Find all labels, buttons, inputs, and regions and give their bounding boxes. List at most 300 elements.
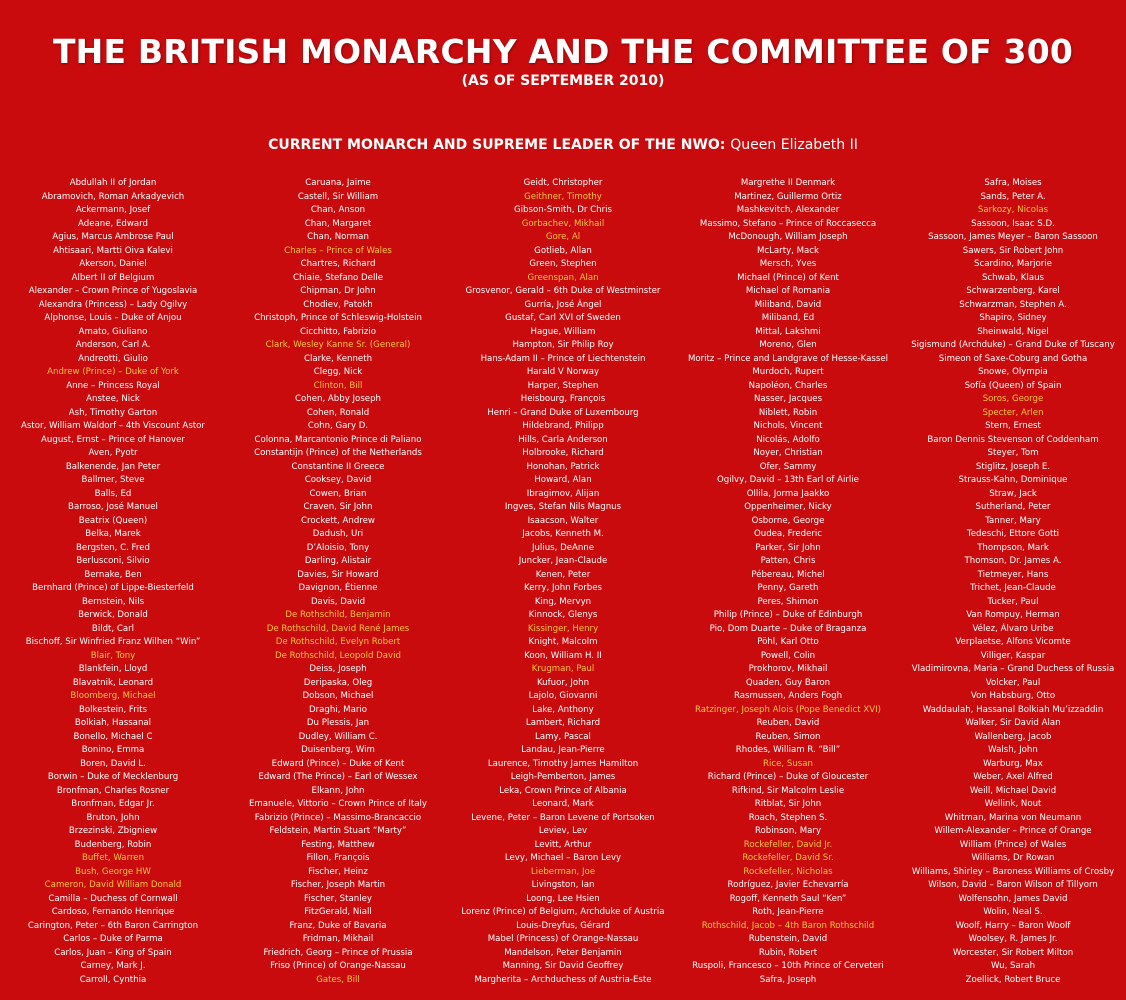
name-entry: Emanuele, Vittorio – Crown Prince of Italy — [248, 799, 427, 809]
name-entry: Napoléon, Charles — [748, 380, 828, 391]
name-entry: Nicolás, Adolfo — [756, 434, 820, 445]
name-entry: Kenen, Peter — [535, 569, 591, 580]
name-entry: Harper, Stephen — [527, 380, 599, 391]
name-entry: Anstee, Nick — [86, 394, 140, 404]
name-entry: Davignon, Étienne — [298, 583, 378, 593]
name-entry: Ballmer, Steve — [81, 475, 145, 485]
name-entry: Waddaulah, Hassanal Bolkiah Mu’izzaddin — [922, 704, 1104, 715]
name-entry: Clinton, Bill — [313, 380, 363, 391]
name-entry: Carlos, Juan – King of Spain — [54, 947, 172, 958]
name-entry: Leviev, Lev — [538, 826, 588, 836]
name-entry: Barroso, José Manuel — [68, 502, 158, 512]
name-entry: Bloomberg, Michael — [70, 691, 156, 701]
name-entry: Cohen, Abby Joseph — [295, 394, 381, 404]
name-entry: Patten, Chris — [760, 556, 816, 566]
name-entry: Charles – Prince of Wales — [284, 245, 392, 256]
name-entry: Louis-Dreyfus, Gérard — [516, 920, 610, 931]
name-entry: Buffet, Warren — [81, 853, 145, 863]
name-entry: Clarke, Kenneth — [303, 353, 373, 364]
name-entry: Tanner, Mary — [985, 515, 1041, 526]
name-entry: Sarkozy, Nicolas — [977, 205, 1049, 215]
name-entry: Miliband, Ed — [761, 313, 815, 323]
name-entry: Belka, Marek — [85, 529, 141, 539]
name-entry: Jacobs, Kenneth M. — [522, 529, 604, 539]
name-entry: Stern, Ernest — [985, 421, 1041, 431]
name-entry: Bernhard (Prince) of Lippe-Biesterfeld — [32, 583, 194, 593]
name-entry: Davis, David — [310, 596, 366, 607]
name-entry: Harald V Norway — [526, 367, 600, 377]
name-entry: Wolin, Neal S. — [983, 907, 1043, 917]
name-entry: Martinez, Guillermo Ortiz — [734, 191, 842, 202]
name-entry: Bischoff, Sir Winfried Franz Wilhen “Win” — [25, 637, 201, 647]
name-entry: Bolkestein, Frits — [78, 704, 147, 715]
monarch-label: CURRENT MONARCH AND SUPREME LEADER OF THE NWO: — [268, 137, 726, 153]
name-entry: Weber, Axel Alfred — [973, 772, 1053, 782]
name-entry: Ritblat, Sir John — [754, 799, 822, 809]
name-entry: Anderson, Carl A. — [75, 340, 151, 350]
name-entry: Davies, Sir Howard — [297, 569, 379, 580]
name-entry: Cardoso, Fernando Henrique — [51, 907, 175, 917]
name-entry: Ogilvy, David – 13th Earl of Airlie — [717, 475, 859, 485]
name-entry: Woolf, Harry – Baron Woolf — [955, 920, 1071, 931]
name-entry: Boren, David L. — [80, 758, 146, 769]
name-entry: Clegg, Nick — [313, 367, 363, 377]
name-entry: Ackermann, Josef — [75, 205, 151, 215]
name-entry: Rice, Susan — [763, 758, 813, 769]
name-entry: Andrew (Prince) – Duke of York — [47, 367, 179, 377]
name-entry: Blankfein, Lloyd — [78, 664, 148, 674]
name-entry: Bolkiah, Hassanal — [74, 718, 152, 728]
name-entry: Carington, Peter – 6th Baron Carrington — [27, 920, 199, 931]
name-entry: Robinson, Mary — [754, 826, 822, 836]
name-entry: Berlusconi, Silvio — [76, 556, 150, 566]
name-entry: Cohn, Gary D. — [307, 421, 369, 431]
name-entry: Camilla – Duchess of Cornwall — [48, 893, 178, 904]
name-entry: Manning, Sir David Geoffrey — [502, 961, 624, 971]
name-entry: Bonino, Emma — [81, 745, 145, 755]
name-entry: Adeane, Edward — [78, 218, 148, 229]
name-entry: De Rothschild, Benjamin — [285, 610, 391, 620]
name-entry: Draghi, Mario — [308, 704, 368, 715]
name-entry: Moritz – Prince and Landgrave of Hesse-Kassel — [687, 353, 889, 364]
name-entry: Oppenheimer, Nicky — [744, 502, 832, 512]
name-entry: Laurence, Timothy James Hamilton — [487, 758, 639, 769]
name-entry: Simeon of Saxe-Coburg and Gotha — [938, 353, 1088, 364]
name-entry: Landau, Jean-Pierre — [521, 745, 605, 755]
name-entry: McLarty, Mack — [756, 245, 820, 256]
name-entry: Shapiro, Sidney — [979, 313, 1047, 323]
name-entry: Wallenberg, Jacob — [974, 731, 1052, 742]
name-entry: Cohen, Ronald — [306, 407, 370, 418]
name-entry: Safra, Joseph — [759, 974, 817, 985]
name-entry: Pöhl, Karl Otto — [757, 637, 819, 647]
name-entry: Bronfman, Charles Rosner — [56, 785, 170, 796]
name-entry: Steyer, Tom — [987, 448, 1039, 458]
name-entry: Du Plessis, Jan — [306, 718, 370, 728]
name-entry: Sofía (Queen) of Spain — [964, 380, 1062, 391]
monarch-name: Queen Elizabeth II — [730, 137, 858, 153]
name-entry: Lajolo, Giovanni — [528, 691, 598, 701]
name-entry: Rifkind, Sir Malcolm Leslie — [731, 785, 845, 796]
name-entry: Carroll, Cynthia — [79, 974, 147, 985]
name-entry: FitzGerald, Niall — [304, 907, 372, 917]
name-entry: Livingston, Ian — [531, 880, 595, 890]
name-entry: Margrethe II Denmark — [740, 178, 836, 188]
name-entry: Niblett, Robin — [758, 407, 818, 418]
name-entry: Julius, DeAnne — [531, 542, 595, 553]
name-entry: Rothschild, Jacob – 4th Baron Rothschild — [701, 920, 875, 931]
name-entry: Rockefeller, Nicholas — [743, 866, 833, 877]
name-entry: Nasser, Jacques — [753, 394, 823, 404]
name-entry: Krugman, Paul — [531, 664, 595, 674]
name-entry: Wellink, Nout — [984, 799, 1042, 809]
name-entry: Chartres, Richard — [300, 259, 376, 269]
name-entry: Isaacson, Walter — [527, 515, 599, 526]
name-entry: Albert II of Belgium — [71, 272, 155, 283]
name-entry: Loong, Lee Hsien — [526, 893, 600, 904]
name-entry: Powell, Colin — [760, 650, 816, 661]
name-entry: Peres, Shimon — [757, 596, 819, 607]
name-entry: Rodríguez, Javier Echevarría — [727, 880, 849, 890]
name-entry: Kerry, John Forbes — [523, 583, 603, 593]
name-entry: Chiaie, Stefano Delle — [292, 272, 384, 283]
name-entry: Wilson, David – Baron Wilson of Tillyorn — [928, 880, 1098, 890]
name-entry: Wolfensohn, James David — [958, 893, 1068, 904]
name-entry: Bildt, Carl — [91, 623, 135, 634]
name-entry: Gustaf, Carl XVI of Sweden — [505, 313, 621, 323]
name-entry: Fischer, Stanley — [304, 893, 372, 904]
name-entry: Edward (Prince) – Duke of Kent — [271, 758, 405, 769]
name-entry: Safra, Moises — [984, 178, 1042, 188]
name-entry: Chipman, Dr John — [300, 286, 376, 296]
name-entry: Friso (Prince) of Orange-Nassau — [270, 961, 406, 971]
name-entry: Alexander – Crown Prince of Yugoslavia — [28, 286, 198, 296]
name-entry: Specter, Arlen — [982, 407, 1044, 418]
name-entry: McDonough, William Joseph — [728, 232, 848, 242]
name-entry: Heisbourg, François — [520, 394, 606, 404]
name-entry: De Rothschild, David René James — [266, 623, 410, 634]
name-entry: Aven, Pyotr — [88, 448, 138, 458]
name-entry: Walker, Sir David Alan — [965, 718, 1061, 728]
name-entry: Deripaska, Oleg — [303, 677, 373, 688]
name-entry: Noyer, Christian — [753, 448, 823, 458]
name-entry: Abdullah II of Jordan — [69, 178, 157, 188]
name-entry: Warburg, Max — [983, 758, 1043, 769]
name-entry: Nichols, Vincent — [753, 421, 823, 431]
name-entry: Balls, Ed — [94, 488, 132, 499]
name-entry: Ahtisaari, Martti Oiva Kalevi — [53, 245, 173, 256]
name-entry: Knight, Malcolm — [528, 637, 598, 647]
name-entry: Geithner, Timothy — [524, 191, 602, 202]
name-entry: Cooksey, David — [304, 475, 372, 485]
name-entry: Lieberman, Joe — [530, 866, 596, 877]
name-entry: Chan, Norman — [307, 232, 369, 242]
name-entry: Leigh-Pemberton, James — [510, 772, 616, 782]
name-entry: Pébereau, Michel — [751, 569, 825, 580]
name-entry: Sheinwald, Nigel — [977, 326, 1049, 337]
name-entry: Abramovich, Roman Arkadyevich — [41, 191, 185, 202]
name-entry: Worcester, Sir Robert Milton — [952, 947, 1074, 958]
name-entry: Andreotti, Giulio — [78, 353, 148, 364]
name-entry: Cicchitto, Fabrizio — [299, 326, 377, 337]
name-entry: Bush, George HW — [75, 866, 151, 877]
name-entry: Franz, Duke of Bavaria — [289, 920, 387, 931]
name-entry: Strauss-Kahn, Dominique — [958, 475, 1068, 485]
name-entry: Straw, Jack — [989, 488, 1037, 499]
name-entry: Rockefeller, David Sr. — [742, 853, 834, 863]
name-entry: Friedrich, Georg – Prince of Prussia — [263, 947, 413, 958]
name-entry: Dadush, Uri — [312, 529, 364, 539]
name-entry: Ofer, Sammy — [759, 461, 817, 472]
name-entry: Reuben, David — [756, 718, 820, 728]
name-entry: Borwin – Duke of Mecklenburg — [47, 772, 179, 782]
name-entry: Philip (Prince) – Duke of Edinburgh — [713, 610, 863, 620]
name-entry: Weill, Michael David — [969, 785, 1057, 796]
name-entry: Sawers, Sir Robert John — [962, 245, 1064, 256]
name-entry: Rubenstein, David — [748, 934, 828, 944]
name-entry: Juncker, Jean-Claude — [518, 556, 608, 566]
name-entry: Geidt, Christopher — [523, 178, 603, 188]
name-entry: Rasmussen, Anders Fogh — [733, 691, 843, 701]
name-entry: Reuben, Simon — [755, 731, 821, 742]
name-entry: Lorenz (Prince) of Belgium, Archduke of Austria — [461, 907, 665, 917]
names-column-4 — [675, 177, 901, 987]
name-entry: Chan, Margaret — [304, 218, 372, 229]
name-entry: Murdoch, Rupert — [752, 367, 824, 377]
name-entry: Parker, Sir John — [755, 542, 821, 553]
name-entry: Deiss, Joseph — [309, 664, 367, 674]
name-entry: Sigismund (Archduke) – Grand Duke of Tuscany — [911, 340, 1115, 350]
name-entry: Levene, Peter – Baron Levene of Portsoken — [471, 812, 655, 823]
name-entry: Holbrooke, Richard — [522, 448, 604, 458]
name-entry: D’Aloisio, Tony — [306, 542, 370, 553]
name-entry: Anne – Princess Royal — [66, 380, 160, 391]
name-entry: Rubin, Robert — [758, 947, 818, 958]
name-entry: Thomson, Dr. James A. — [964, 556, 1062, 566]
name-entry: Hampton, Sir Philip Roy — [512, 340, 614, 350]
name-entry: Lake, Anthony — [532, 704, 594, 715]
name-entry: Stiglitz, Joseph E. — [975, 461, 1051, 472]
names-column-3 — [450, 177, 676, 987]
name-entry: Zoellick, Robert Bruce — [965, 974, 1061, 985]
name-entry: Leka, Crown Prince of Albania — [499, 785, 627, 796]
name-entry: Craven, Sir John — [303, 502, 373, 512]
name-entry: Trichet, Jean-Claude — [970, 583, 1056, 593]
name-entry: Bernake, Ben — [84, 569, 142, 580]
name-entry: Schwarzman, Stephen A. — [959, 299, 1067, 310]
name-entry: Bergsten, C. Fred — [76, 542, 150, 553]
name-entry: Soros, George — [982, 394, 1044, 404]
name-entry: Constantine II Greece — [291, 461, 385, 472]
name-entry: Sassoon, James Meyer – Baron Sassoon — [928, 232, 1098, 242]
name-entry: Ratzinger, Joseph Alois (Pope Benedict XVI) — [694, 704, 881, 715]
name-entry: Schwarzenberg, Karel — [966, 286, 1060, 296]
name-entry: Festing, Matthew — [301, 839, 375, 850]
name-entry: Howard, Alan — [534, 475, 592, 485]
name-entry: William (Prince) of Wales — [959, 839, 1067, 850]
name-entry: Schwab, Klaus — [981, 272, 1045, 283]
name-entry: Mabel (Princess) of Orange-Nassau — [487, 934, 639, 944]
name-entry: Van Rompuy, Herman — [966, 610, 1060, 620]
name-entry: Margherita – Archduchess of Austria-Este — [474, 974, 652, 985]
name-entry: Cowen, Brian — [309, 488, 367, 499]
name-entry: Baron Dennis Stevenson of Coddenham — [927, 434, 1099, 445]
name-entry: Gibson-Smith, Dr Chris — [513, 205, 612, 215]
name-entry: Gorbachev, Mikhail — [521, 218, 605, 229]
name-entry: Chodiev, Patokh — [303, 299, 373, 310]
name-entry: Roach, Stephen S. — [748, 812, 828, 823]
name-entry: De Rothschild, Evelyn Robert — [275, 637, 401, 647]
name-entry: Fabrizio (Prince) – Massimo-Brancaccio — [254, 812, 422, 823]
name-entry: Hans-Adam II – Prince of Liechtenstein — [480, 353, 646, 364]
name-entry: Ash, Timothy Garton — [68, 407, 158, 418]
name-entry: Levitt, Arthur — [534, 839, 592, 850]
name-entry: Amato, Giuliano — [78, 326, 148, 337]
name-entry: August, Ernst – Prince of Hanover — [41, 434, 185, 445]
name-entry: Alphonse, Louis – Duke of Anjou — [44, 313, 182, 323]
name-entry: Gore, Al — [545, 232, 581, 242]
name-entry: Rhodes, William R. “Bill” — [735, 745, 841, 755]
name-entry: Richard (Prince) – Duke of Gloucester — [707, 772, 869, 782]
name-entry: Rogoff, Kenneth Saul “Ken” — [729, 893, 847, 904]
name-entry: Rockefeller, David Jr. — [743, 839, 833, 850]
name-entry: Penny, Gareth — [757, 583, 819, 593]
name-entry: Agius, Marcus Ambrose Paul — [52, 232, 174, 242]
name-entry: Hague, William — [530, 326, 596, 337]
name-entry: Sutherland, Peter — [975, 502, 1051, 512]
name-entry: Willem-Alexander – Prince of Orange — [934, 826, 1092, 836]
name-entry: Blavatnik, Leonard — [72, 677, 154, 688]
name-entry: Sands, Peter A. — [980, 191, 1046, 202]
name-entry: Ollila, Jorma Jaakko — [746, 488, 830, 499]
name-entry: Fischer, Heinz — [308, 866, 368, 877]
name-entry: Grosvenor, Gerald – 6th Duke of Westminster — [465, 286, 661, 296]
name-entry: Gates, Bill — [316, 974, 360, 985]
name-entry: Miliband, David — [754, 299, 822, 310]
name-entry: Clark, Wesley Kanne Sr. (General) — [265, 340, 411, 350]
name-entry: Greenspan, Alan — [527, 272, 599, 283]
name-entry: Prokhorov, Mikhail — [748, 664, 828, 674]
name-entry: Hills, Carla Anderson — [518, 434, 608, 445]
name-entry: Vélez, Álvaro Uribe — [972, 623, 1054, 634]
name-entry: Blair, Tony — [90, 650, 136, 661]
name-entry: Fillon, François — [306, 853, 370, 863]
name-entry: Beatrix (Queen) — [78, 515, 148, 526]
name-entry: Bernstein, Nils — [81, 596, 145, 607]
name-entry: Carney, Mark J. — [80, 961, 146, 971]
name-entry: Honohan, Patrick — [526, 461, 600, 472]
name-entry: Dobson, Michael — [302, 691, 374, 701]
name-entry: Tucker, Paul — [987, 596, 1039, 607]
name-entry: Pio, Dom Duarte – Duke of Braganza — [709, 623, 867, 634]
name-entry: Mittal, Lakshmi — [755, 326, 821, 337]
name-entry: Bruton, John — [86, 812, 140, 823]
name-entry: Verplaetse, Alfons Vicomte — [955, 637, 1071, 647]
name-entry: Leonard, Mark — [532, 799, 594, 809]
name-entry: Darling, Alistair — [304, 556, 372, 566]
name-entry: Fridman, Mikhail — [302, 934, 374, 944]
name-entry: King, Mervyn — [534, 596, 592, 607]
name-entry: Caruana, Jaime — [305, 178, 371, 188]
name-entry: Feldstein, Martin Stuart “Marty” — [269, 826, 407, 836]
name-entry: Williams, Shirley – Baroness Williams of Crosby — [911, 866, 1115, 877]
name-entry: Berwick, Donald — [78, 610, 148, 620]
name-entry: Fischer, Joseph Martin — [290, 880, 386, 890]
name-entry: Williams, Dr Rowan — [971, 853, 1055, 863]
name-entry: Woolsey, R. James Jr. — [968, 934, 1058, 944]
name-entry: Mashkevitch, Alexander — [736, 205, 840, 215]
name-entry: Scardino, Marjorie — [974, 259, 1052, 269]
name-entry: Wu, Sarah — [990, 961, 1036, 971]
name-entry: Michael (Prince) of Kent — [737, 272, 839, 283]
name-entry: Dudley, William C. — [298, 731, 378, 742]
name-entry: Sassoon, Isaac S.D. — [971, 218, 1055, 229]
name-entry: Kissinger, Henry — [527, 623, 599, 634]
name-entry: Castell, Sir William — [297, 191, 379, 202]
monarch-line — [0, 136, 1126, 154]
name-entry: Von Habsburg, Otto — [970, 691, 1056, 701]
name-entry: Crockett, Andrew — [301, 515, 375, 526]
name-entry: Edward (The Prince) – Earl of Wessex — [258, 772, 418, 782]
name-entry: Gurría, José Ángel — [524, 299, 602, 310]
name-entry: Levy, Michael – Baron Levy — [504, 853, 622, 863]
name-entry: De Rothschild, Leopold David — [275, 650, 401, 661]
name-entry: Chan, Anson — [310, 205, 366, 215]
name-entry: Elkann, John — [311, 785, 365, 796]
name-entry: Alexandra (Princess) – Lady Ogilvy — [38, 299, 188, 310]
name-entry: Christoph, Prince of Schleswig-Holstein — [254, 313, 422, 323]
name-entry: Whitman, Marina von Neumann — [944, 812, 1082, 823]
page-subtitle: (AS OF SEPTEMBER 2010) — [461, 73, 665, 89]
name-entry: Ibragimov, Alijan — [526, 488, 600, 499]
name-entry: Lambert, Richard — [525, 718, 601, 728]
name-entry: Quaden, Guy Baron — [745, 677, 831, 688]
name-entry: Budenberg, Robin — [74, 839, 152, 850]
name-entry: Cameron, David William Donald — [44, 880, 182, 890]
name-entry: Walsh, John — [988, 745, 1038, 755]
name-entry: Carlos – Duke of Parma — [63, 934, 163, 944]
name-entry: Balkenende, Jan Peter — [65, 461, 161, 472]
name-entry: Astor, William Waldorf – 4th Viscount Astor — [21, 421, 205, 431]
names-column-5 — [900, 177, 1126, 987]
name-entry: Kufuor, John — [536, 677, 590, 688]
name-entry: Thompson, Mark — [977, 542, 1049, 553]
name-entry: Duisenberg, Wim — [301, 745, 375, 755]
name-entry: Bronfman, Edgar Jr. — [71, 799, 155, 809]
name-entry: Hildebrand, Philipp — [522, 421, 604, 431]
name-entry: Tedeschi, Ettore Gotti — [966, 529, 1060, 539]
name-entry: Ruspoli, Francesco – 10th Prince of Cerveteri — [692, 961, 884, 971]
names-column-2 — [225, 177, 451, 987]
name-entry: Colonna, Marcantonio Prince di Paliano — [254, 434, 422, 445]
name-entry: Henri – Grand Duke of Luxembourg — [487, 407, 639, 418]
name-entry: Oudea, Frederic — [753, 529, 823, 539]
name-entry: Volcker, Paul — [985, 677, 1041, 688]
name-entry: Akerson, Daniel — [79, 259, 147, 269]
name-entry: Mersch, Yves — [759, 259, 817, 269]
names-columns — [0, 177, 1126, 992]
name-entry: Bonello, Michael C — [73, 731, 153, 742]
name-entry: Tietmeyer, Hans — [977, 569, 1049, 580]
name-entry: Kinnock, Glenys — [528, 610, 598, 620]
name-entry: Koon, William H. II — [524, 650, 602, 661]
names-column-1 — [0, 177, 226, 987]
name-entry: Massimo, Stefano – Prince of Roccasecca — [699, 218, 877, 229]
name-entry: Osborne, George — [751, 515, 825, 526]
name-entry: Ingves, Stefan Nils Magnus — [504, 502, 622, 512]
name-entry: Roth, Jean-Pierre — [752, 907, 824, 917]
page-title: THE BRITISH MONARCHY AND THE COMMITTEE OF 300 — [52, 32, 1074, 71]
